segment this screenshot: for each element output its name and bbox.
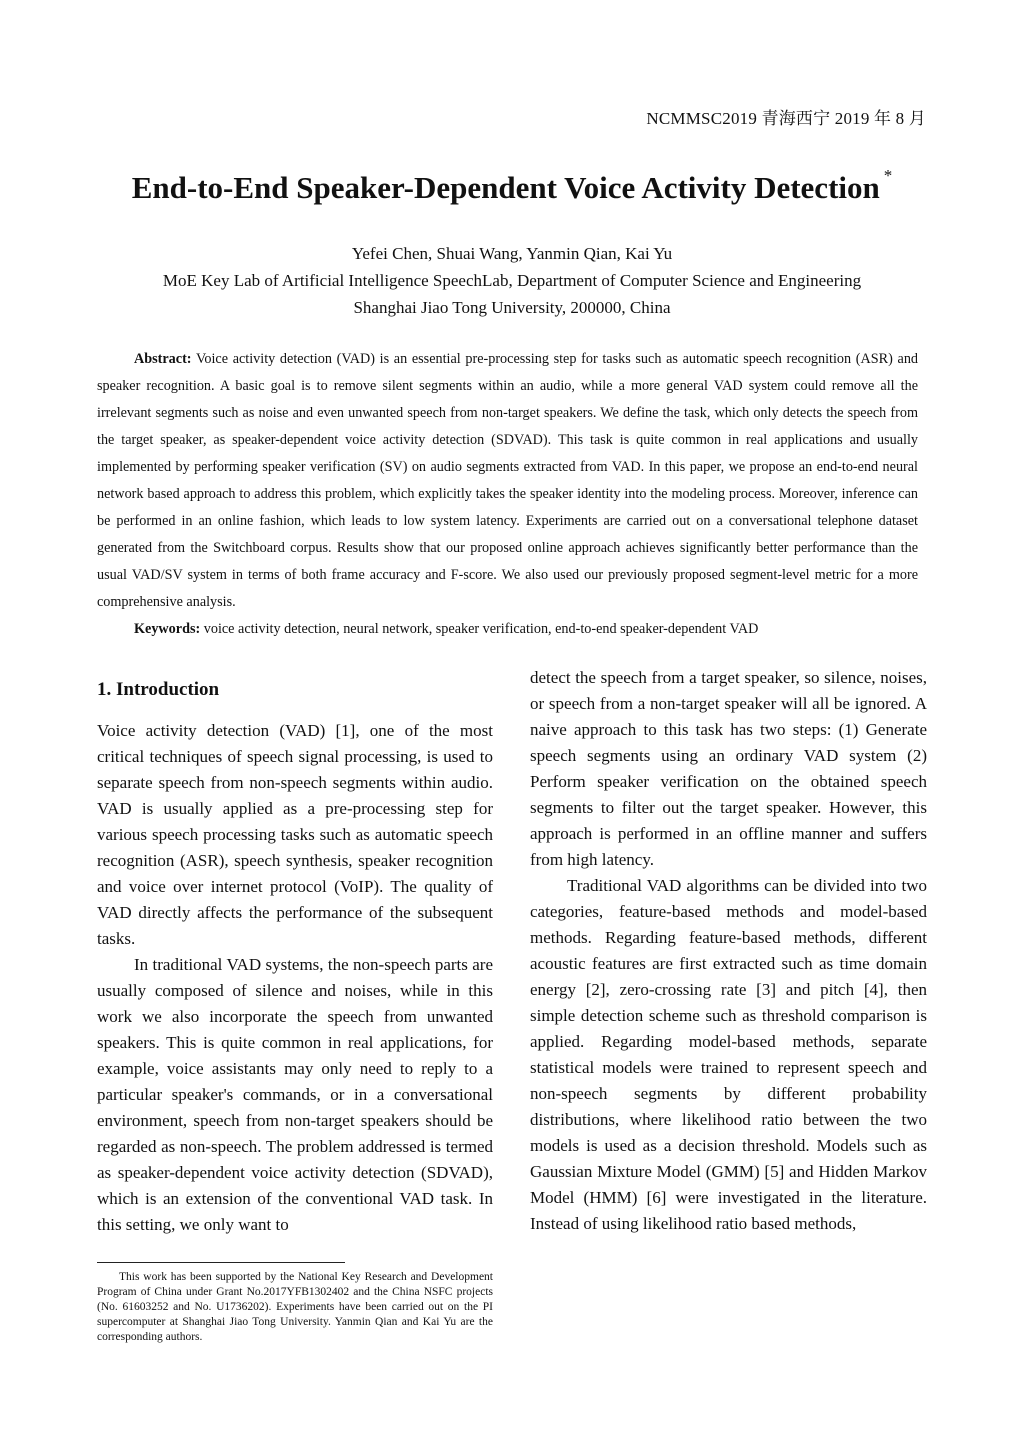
title-footnote-mark: * bbox=[883, 165, 893, 185]
keywords-label: Keywords: bbox=[134, 621, 201, 637]
intro-paragraph-1: Voice activity detection (VAD) [1], one of the most critical techniques of speech signal processing, is used to separate speech from non-speech segments within audio. VAD is usually applied as a pre-processing step for various speech processing tasks such as automatic speech recognition (ASR), speech synthesis, speaker recognition and voice over internet protocol (VoIP). The quality of VAD directly affects the performance of the subsequent tasks. bbox=[97, 721, 493, 948]
footnote-divider bbox=[97, 1262, 345, 1263]
affiliation-line-1: MoE Key Lab of Artificial Intelligence SpeechLab, Department of Computer Science and Engineering bbox=[162, 271, 862, 290]
author-block bbox=[0, 240, 1024, 321]
left-column bbox=[97, 676, 493, 1238]
right-column bbox=[530, 665, 927, 1237]
keywords-text: voice activity detection, neural network, speaker verification, end-to-end speaker-dependent VAD bbox=[203, 621, 759, 637]
paper-title-text: End-to-End Speaker-Dependent Voice Activity Detection bbox=[131, 170, 880, 205]
abstract-text: Voice activity detection (VAD) is an essential pre-processing step for tasks such as automatic speech recognition (ASR) and speaker recognition. A basic goal is to remove silent segments within an audio, while a more general VAD system could remove all the irrelevant segments such as noise and even unwanted speech from non-target speakers. We define the task, which only detects the speech from the target speaker, as speaker-dependent voice activity detection (SDVAD). This task is quite common in real applications and usually implemented by performing speaker verification (SV) on audio segments extracted from VAD. In this paper, we propose an end-to-end neural network based approach to address this problem, which explicitly takes the speaker identity into the modeling process. Moreover, inference can be performed in an online fashion, which leads to low system latency. Experiments are carried out on a conversational telephone dataset generated from the Switchboard corpus. Results show that our proposed online approach achieves significantly better performance than the usual VAD/SV system in terms of both frame accuracy and F-score. We also used our previously proposed segment-level metric for a more comprehensive analysis. bbox=[97, 351, 919, 610]
intro-paragraph-2-continued: detect the speech from a target speaker, so silence, noises, or speech from a non-target speaker will all be ignored. A naive approach to this task has two steps: (1) Generate speech segments using an ordinary VAD system (2) Perform speaker verification on the obtained speech segments to filter out the target speaker. However, this approach is performed in an offline manner and suffers from high latency. bbox=[530, 668, 927, 869]
keywords bbox=[97, 616, 918, 643]
paper-title bbox=[0, 165, 1024, 206]
intro-paragraph-2: In traditional VAD systems, the non-speech parts are usually composed of silence and noises, while in this work we also incorporate the speech from unwanted speakers. This is quite common in real applications, for example, voice assistants may only need to reply to a particular speaker's commands, or in a conversational environment, speech from non-target speakers should be regarded as non-speech. The problem addressed is termed as speaker-dependent voice activity detection (SDVAD), which is an extension of the conventional VAD task. In this setting, we only want to bbox=[97, 955, 493, 1234]
section-heading-introduction: 1. Introduction bbox=[97, 679, 220, 700]
running-header: NCMMSC2019 青海西宁 2019 年 8 月 bbox=[646, 109, 926, 128]
footnote: This work has been supported by the National Key Research and Development Program of China under Grant No.2017YFB1302402 and the China NSFC projects (No. 61603252 and No. U1736202). Experiments have been carried out on the PI supercomputer at Shanghai Jiao Tong University. Yanmin Qian and Kai Yu are the corresponding authors. bbox=[97, 1271, 493, 1343]
affiliation-line-2: Shanghai Jiao Tong University, 200000, China bbox=[353, 298, 671, 317]
abstract-label: Abstract: bbox=[134, 351, 192, 367]
intro-paragraph-3: Traditional VAD algorithms can be divided into two categories, feature-based methods and model-based methods. Regarding feature-based methods, different acoustic features are first extracted such as time domain energy [2], zero-crossing rate [3] and pitch [4], then simple detection scheme such as threshold comparison is applied. Regarding model-based methods, separate statistical models were trained to represent speech and non-speech segments by different probability distributions, where likelihood ratio between the two models is used as a decision threshold. Models such as Gaussian Mixture Model (GMM) [5] and Hidden Markov Model (HMM) [6] were investigated in the literature. Instead of using likelihood ratio based methods, bbox=[530, 876, 927, 1233]
author-names: Yefei Chen, Shuai Wang, Yanmin Qian, Kai Yu bbox=[351, 244, 673, 263]
abstract bbox=[97, 346, 918, 616]
